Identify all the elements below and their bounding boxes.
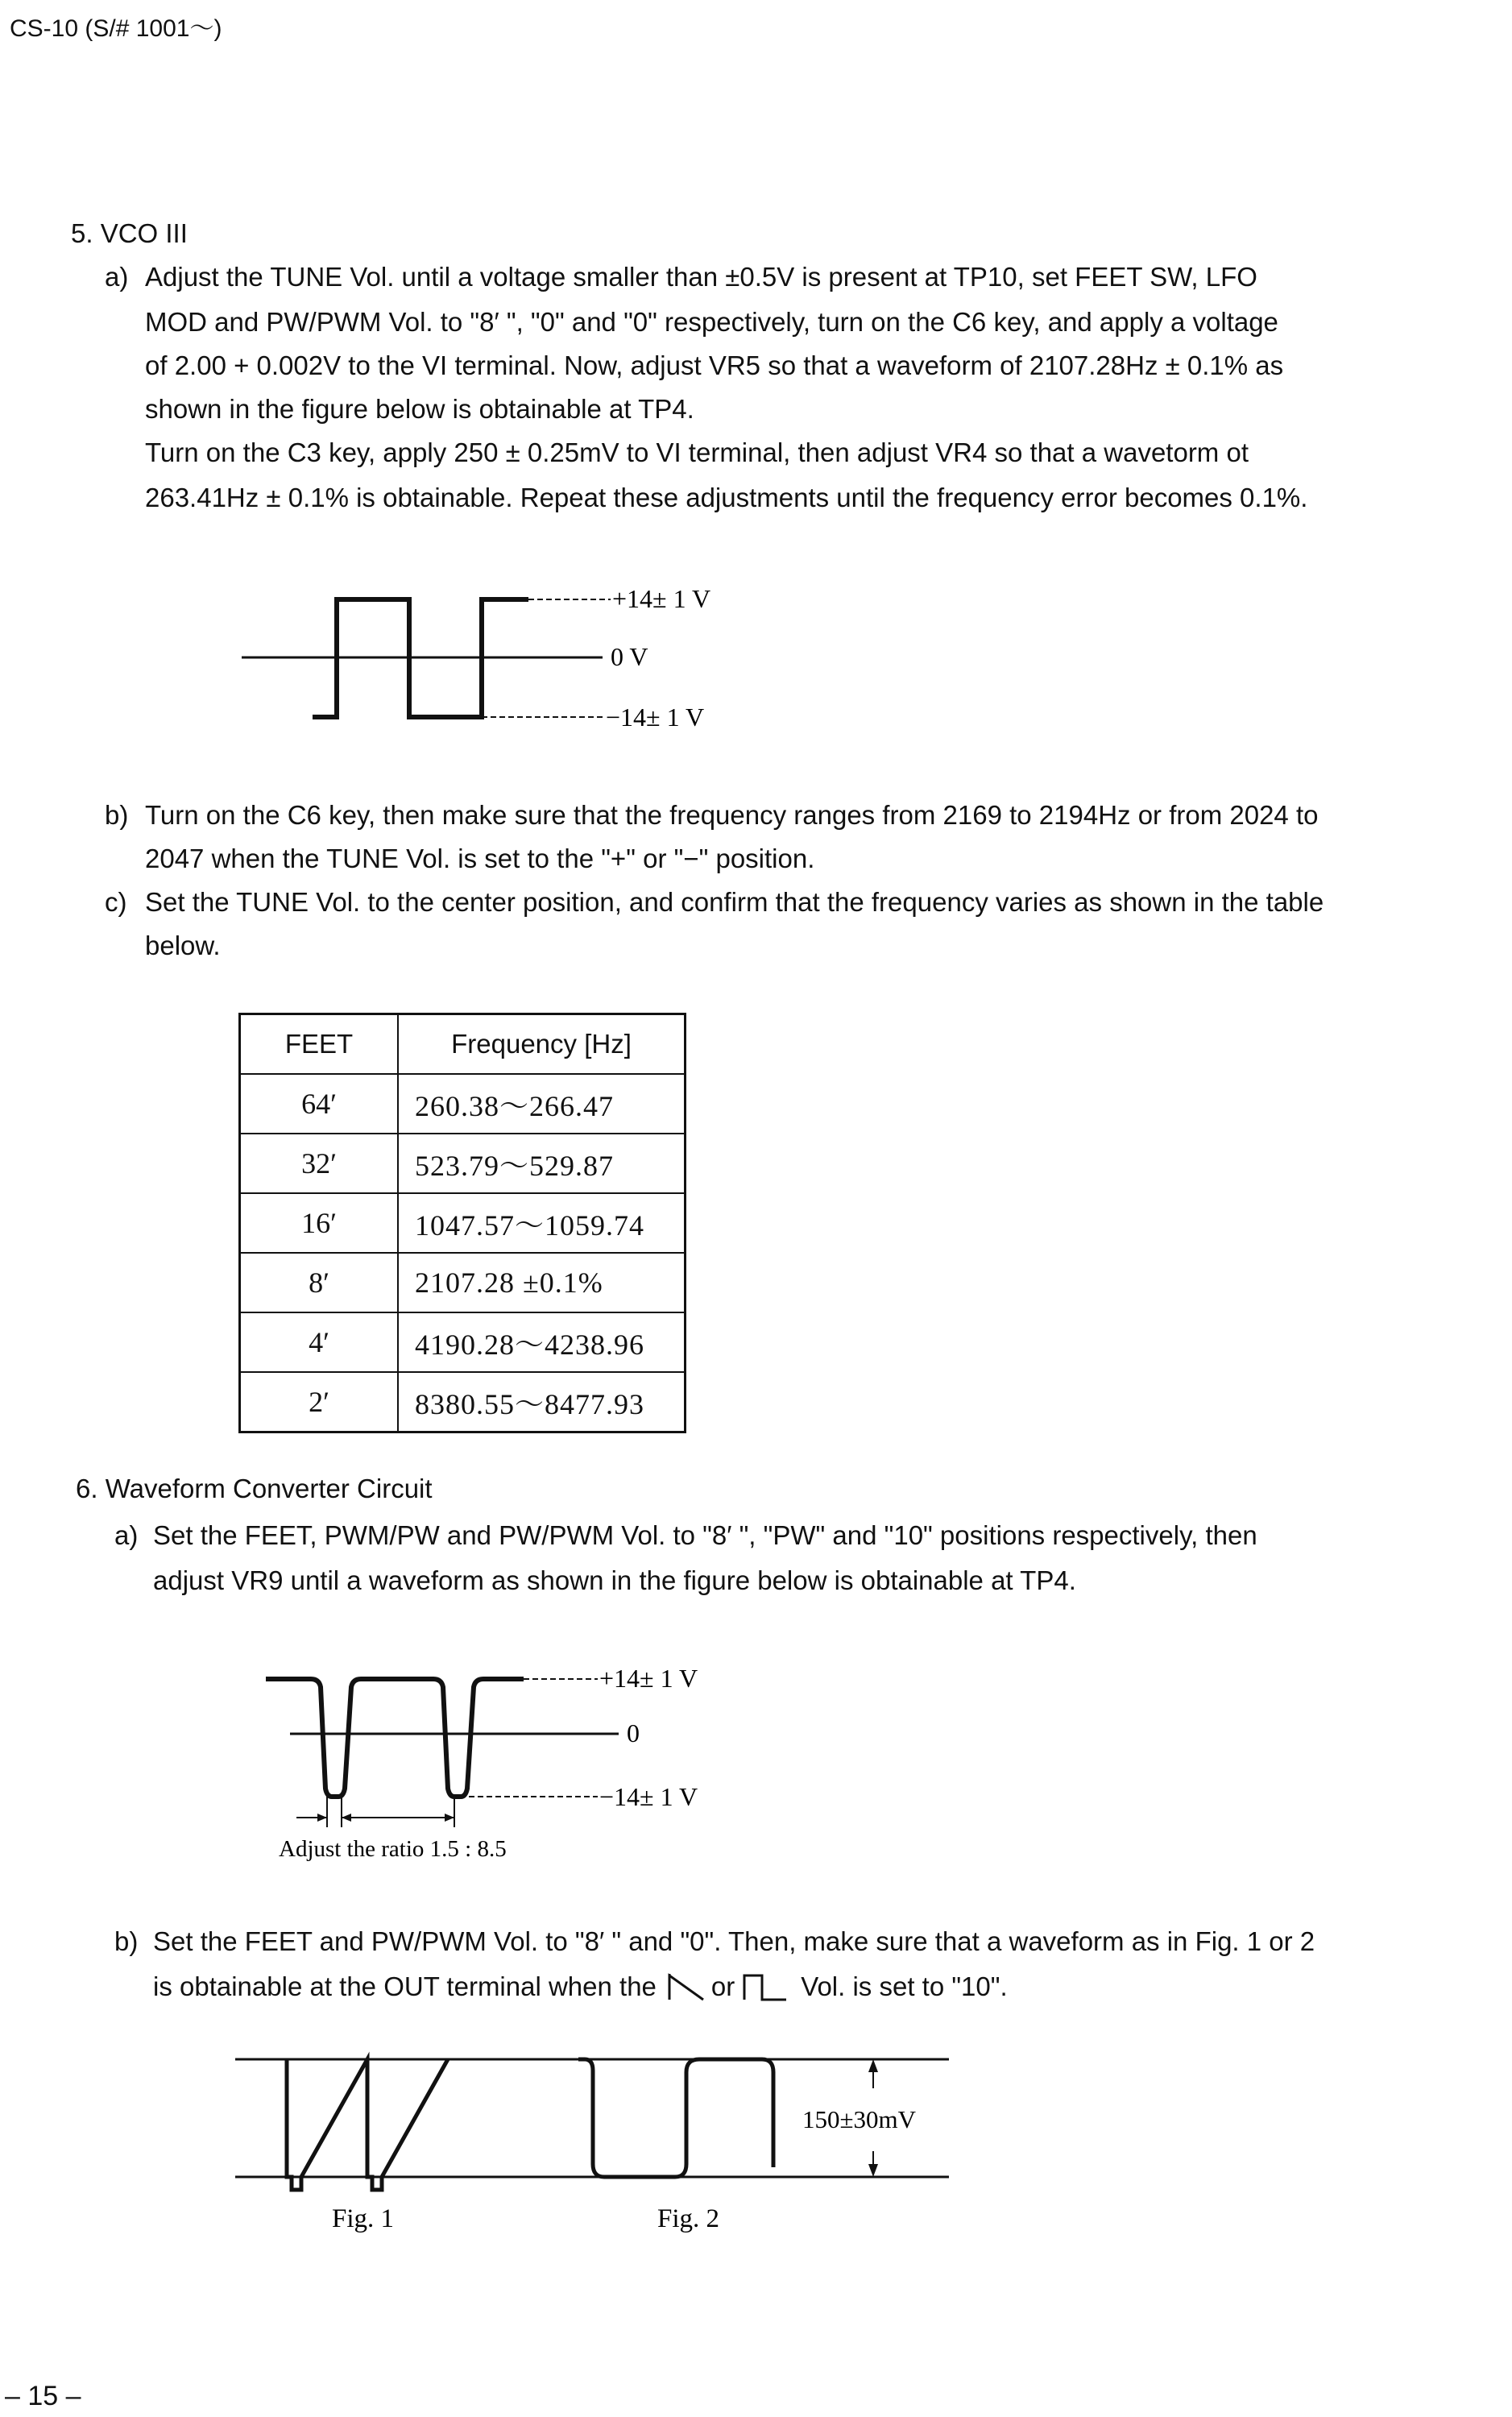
frequency-cell: 523.79～529.87: [398, 1134, 686, 1193]
item-c-marker: c): [105, 887, 127, 917]
item-b-marker: b): [105, 800, 129, 830]
feet-cell: 16′: [240, 1193, 399, 1253]
top-level-label: +14± 1 V: [599, 1664, 698, 1693]
sawtooth-wave-trace: [287, 2059, 448, 2190]
paragraph-line: shown in the figure below is obtainable at TP4.: [145, 394, 694, 424]
dimension-arrow: [868, 2059, 878, 2072]
feet-cell: 4′: [240, 1312, 399, 1372]
fig-1-caption: Fig. 1: [332, 2204, 395, 2233]
dimension-arrow: [342, 1814, 351, 1822]
item-a-marker: a): [114, 1520, 139, 1550]
feet-column-header: FEET: [240, 1014, 399, 1075]
paragraph-line: 2047 when the TUNE Vol. is set to the "+" or "−" position.: [145, 844, 815, 873]
section-6-title: 6. Waveform Converter Circuit: [76, 1474, 433, 1503]
amplitude-label: 150±30mV: [802, 2105, 917, 2133]
frequency-cell: 8380.55～8477.93: [398, 1372, 686, 1432]
dimension-arrow: [317, 1814, 327, 1822]
frequency-cell: 2107.28 ±0.1%: [398, 1253, 686, 1312]
frequency-cell: 260.38～266.47: [398, 1074, 686, 1134]
zero-level-label: 0: [627, 1718, 640, 1747]
page-header: CS-10 (S/# 1001～): [10, 15, 222, 42]
frequency-cell: 1047.57～1059.74: [398, 1193, 686, 1253]
paragraph-line: Set the FEET and PW/PWM Vol. to "8′ " and "0". Then, make sure that a waveform as in Fig. 1 or 2: [153, 1926, 1315, 1956]
square-wave-icon: [741, 1971, 791, 2003]
top-level-label: +14± 1 V: [612, 584, 711, 613]
dimension-arrow: [868, 2164, 878, 2177]
line-text: is obtainable at the OUT terminal when the: [153, 1971, 657, 2001]
pulse-wave-trace: [266, 1679, 524, 1797]
paragraph-line: of 2.00 + 0.002V to the VI terminal. Now, adjust VR5 so that a waveform of 2107.28Hz ± 0.1% as: [145, 350, 1284, 380]
paragraph-line: below.: [145, 931, 221, 960]
paragraph-line: MOD and PW/PWM Vol. to "8′ ", "0" and "0" respectively, turn on the C6 key, and apply a voltage: [145, 307, 1278, 337]
table-row: [240, 1253, 686, 1312]
paragraph-line: Set the TUNE Vol. to the center position, and confirm that the frequency varies as shown in the table: [145, 887, 1324, 917]
bottom-level-label: −14± 1 V: [599, 1782, 698, 1811]
feet-cell: 64′: [240, 1074, 399, 1134]
frequency-cell: 4190.28～4238.96: [398, 1312, 686, 1372]
frequency-table: [238, 1013, 686, 1433]
item-b-marker: b): [114, 1926, 139, 1956]
output-waveform-figures: [226, 2046, 975, 2240]
ratio-caption: Adjust the ratio 1.5 : 8.5: [279, 1836, 507, 1862]
paragraph-line: 263.41Hz ± 0.1% is obtainable. Repeat these adjustments until the frequency error becomes 0.1%.: [145, 483, 1308, 512]
zero-level-label: 0 V: [611, 642, 648, 671]
item-a-marker: a): [105, 262, 129, 292]
pulse-waveform-diagram: [258, 1652, 773, 1869]
table-row: [240, 1074, 686, 1134]
table-row: [240, 1134, 686, 1193]
line-text: or: [710, 1971, 735, 2001]
table-row: [240, 1312, 686, 1372]
sawtooth-icon: [666, 1971, 711, 2003]
paragraph-line: adjust VR9 until a waveform as shown in the figure below is obtainable at TP4.: [153, 1565, 1076, 1595]
table-header-row: [240, 1014, 686, 1075]
square-waveform-diagram: [234, 580, 757, 741]
fig-2-caption: Fig. 2: [657, 2204, 720, 2233]
paragraph-line: Set the FEET, PWM/PW and PW/PWM Vol. to "8′ ", "PW" and "10" positions respectively, then: [153, 1520, 1257, 1550]
dimension-arrow: [445, 1814, 454, 1822]
feet-cell: 2′: [240, 1372, 399, 1432]
page-number: – 15 –: [5, 2381, 81, 2411]
feet-cell: 32′: [240, 1134, 399, 1193]
paragraph-line: [153, 1969, 1008, 2004]
section-5-title: 5. VCO III: [71, 218, 188, 248]
feet-cell: 8′: [240, 1253, 399, 1312]
square-wave-trace: [578, 2059, 773, 2177]
frequency-column-header: Frequency [Hz]: [398, 1014, 686, 1075]
line-text: Vol. is set to "10".: [801, 1971, 1008, 2001]
paragraph-line: Adjust the TUNE Vol. until a voltage smaller than ±0.5V is present at TP10, set FEET SW, LFO: [145, 262, 1257, 292]
paragraph-line: Turn on the C3 key, apply 250 ± 0.25mV to VI terminal, then adjust VR4 so that a wavetorm ot: [145, 437, 1249, 467]
bottom-level-label: −14± 1 V: [606, 703, 705, 732]
table-row: [240, 1372, 686, 1432]
paragraph-line: Turn on the C6 key, then make sure that the frequency ranges from 2169 to 2194Hz or from 2024 to: [145, 800, 1319, 830]
table-row: [240, 1193, 686, 1253]
